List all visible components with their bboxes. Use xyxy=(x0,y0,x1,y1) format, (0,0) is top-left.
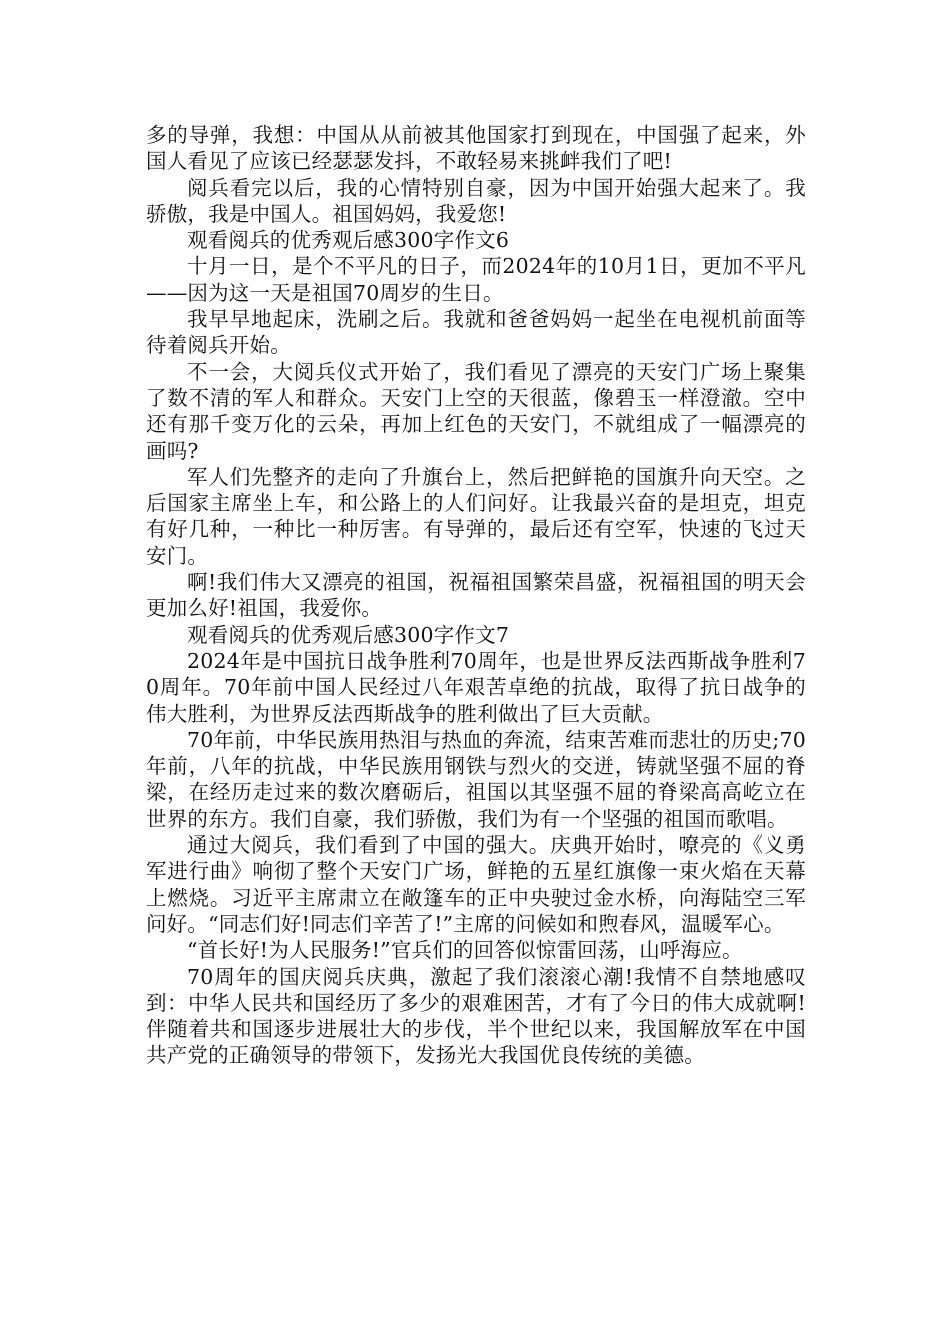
paragraph: 军人们先整齐的走向了升旗台上，然后把鲜艳的国旗升向天空。之后国家主席坐上车，和公路上的人们问好。让我最兴奋的是坦克，坦克有好几种，一种比一种厉害。有导弹的，最后还有空军，快速的飞过天安门。 xyxy=(146,464,806,568)
paragraph: 2024年是中国抗日战争胜利70周年，也是世界反法西斯战争胜利70周年。70年前中国人民经过八年艰苦卓绝的抗战，取得了抗日战争的伟大胜利，为世界反法西斯战争的胜利做出了巨大贡献。 xyxy=(146,648,806,726)
paragraph: 70年前，中华民族用热泪与热血的奔流，结束苦难而悲壮的历史;70年前，八年的抗战，中华民族用钢铁与烈火的交迸，铸就坚强不屈的脊梁，在经历走过来的数次磨砺后，祖国以其坚强不屈的脊梁高高屹立在世界的东方。我们自豪，我们骄傲，我们为有一个坚强的祖国而歌唱。 xyxy=(146,727,806,831)
paragraph: 我早早地起床，洗刷之后。我就和爸爸妈妈一起坐在电视机前面等待着阅兵开始。 xyxy=(146,307,806,358)
section-heading: 观看阅兵的优秀观后感300字作文6 xyxy=(187,228,510,253)
paragraph: “首长好!为人民服务!”官兵们的回答似惊雷回荡，山呼海应。 xyxy=(187,938,743,963)
paragraph: 不一会，大阅兵仪式开始了，我们看见了漂亮的天安门广场上聚集了数不清的军人和群众。天安门上空的天很蓝，像碧玉一样澄澈。空中还有那千变万化的云朵，再加上红色的天安门，不就组成了一幅漂亮的画吗? xyxy=(146,359,806,463)
section-heading: 观看阅兵的优秀观后感300字作文7 xyxy=(187,622,510,647)
paragraph: 啊!我们伟大又漂亮的祖国，祝福祖国繁荣昌盛，祝福祖国的明天会更加么好!祖国，我爱你。 xyxy=(146,570,806,621)
document-body xyxy=(146,122,806,1069)
paragraph: 通过大阅兵，我们看到了中国的强大。庆典开始时，嘹亮的《义勇军进行曲》响彻了整个天安门广场，鲜艳的五星红旗像一束火焰在天幕上燃烧。习近平主席肃立在敞篷车的正中央驶过金水桥，向海陆空三军问好。“同志们好!同志们辛苦了!”主席的问候如和煦春风，温暖军心。 xyxy=(146,833,806,936)
paragraph: 十月一日，是个不平凡的日子，而2024年的10月1日，更加不平凡——因为这一天是祖国70周岁的生日。 xyxy=(146,254,806,305)
paragraph: 阅兵看完以后，我的心情特别自豪，因为中国开始强大起来了。我骄傲，我是中国人。祖国妈妈，我爱您! xyxy=(146,175,806,226)
paragraph: 多的导弹，我想：中国从从前被其他国家打到现在，中国强了起来，外国人看见了应该已经瑟瑟发抖，不敢轻易来挑衅我们了吧! xyxy=(146,123,806,174)
paragraph: 70周年的国庆阅兵庆典，激起了我们滚滚心潮!我情不自禁地感叹到：中华人民共和国经历了多少的艰难困苦，才有了今日的伟大成就啊!伴随着共和国逐步进展壮大的步伐，半个世纪以来，我国解放军在中国共产党的正确领导的带领下，发扬光大我国优良传统的美德。 xyxy=(146,964,806,1068)
